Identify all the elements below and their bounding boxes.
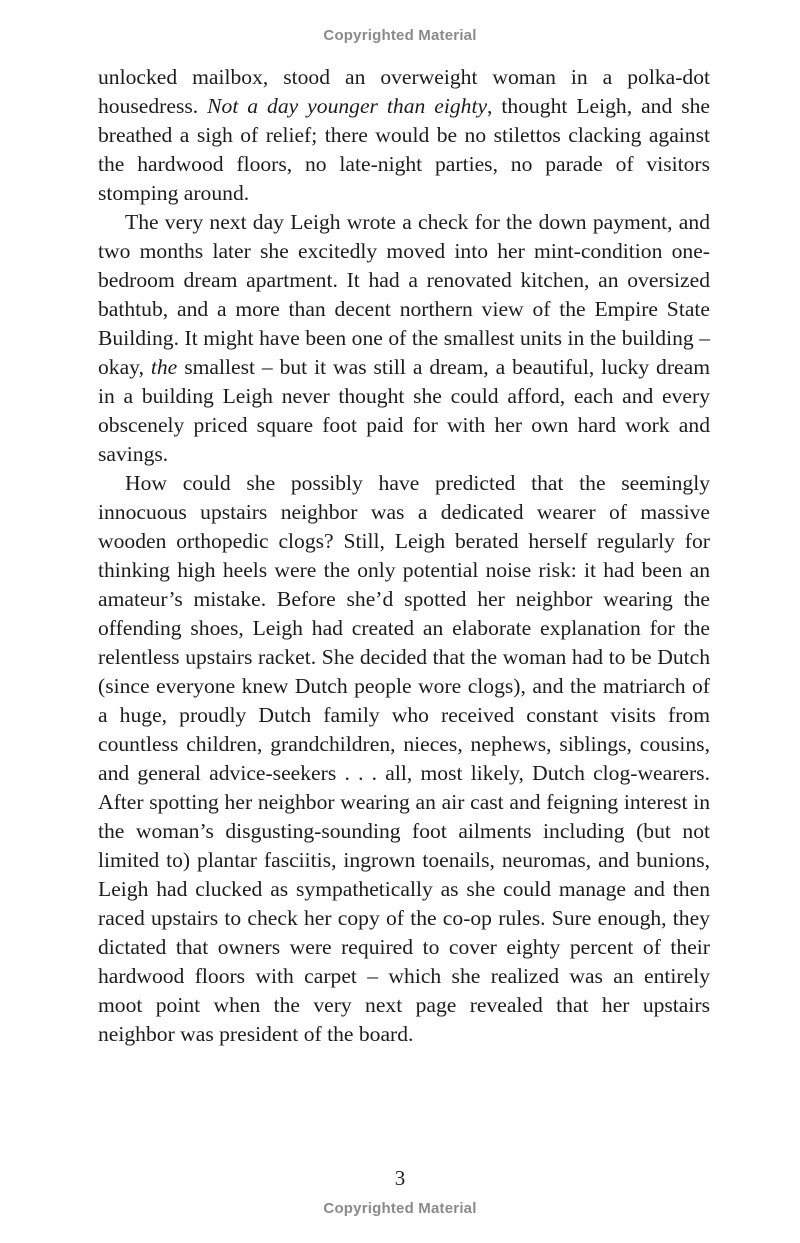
page-number: 3 [394, 1166, 406, 1190]
book-body-text [98, 63, 710, 1049]
text-segment: smallest – but it was still a dream, a beautiful, lucky dream in a building Leigh never thought she could afford, each and every obscenely priced square foot paid for with her own hard work and savings. [98, 355, 710, 466]
copyright-watermark-bottom: Copyrighted Material [323, 1200, 477, 1217]
text-segment: , thought Leigh, and she breathed a sigh of relief; there would be no stilettos clacking against the hardwood floors, no late-night parties, no parade of visitors stomping around. [98, 94, 710, 205]
paragraph-1 [98, 63, 710, 208]
text-segment: How could she possibly have predicted that the seemingly innocuous upstairs neighbor was a dedicated wearer of massive wooden orthopedic clogs? Still, Leigh berated herself regularly for thinking high heels were the only potential noise risk: it had been an amateur’s mistake. Before she’d spotted her neighbor wearing the offending shoes, Leigh had created an elaborate explanation for the relentless upstairs racket. She decided that the woman had to be Dutch (since everyone knew Dutch people wore clogs), and the matriarch of a huge, proudly Dutch family who received constant visits from countless children, grandchildren, nieces, nephews, siblings, cousins, and general advice-seekers . . . all, most likely, Dutch clog-wearers. After spotting her neighbor wearing an air cast and feigning interest in the woman’s disgusting-sounding foot ailments including (but not limited to) plantar fasciitis, ingrown toenails, neuromas, and bunions, Leigh had clucked as sympathetically as she could manage and then raced upstairs to check her copy of the co-op rules. Sure enough, they dictated that owners were required to cover eighty percent of their hardwood floors with carpet – which she realized was an entirely moot point when the very next page revealed that her upstairs neighbor was president of the board. [98, 471, 710, 1046]
italic-text-segment: the [150, 355, 178, 379]
copyright-watermark-top: Copyrighted Material [323, 27, 477, 44]
italic-text-segment: Not a day younger than eighty [207, 94, 488, 118]
text-segment: The very next day Leigh wrote a check for the down payment, and two months later she excitedly moved into her mint-condition one-bedroom dream apartment. It had a renovated kitchen, an oversized bathtub, and a more than decent northern view of the Empire State Building. It might have been one of the smallest units in the building – okay, [98, 210, 710, 379]
paragraph-2 [98, 208, 710, 469]
text-segment: unlocked mailbox, stood an overweight woman in a polka-dot housedress. [98, 65, 710, 118]
paragraph-3 [98, 469, 710, 1049]
